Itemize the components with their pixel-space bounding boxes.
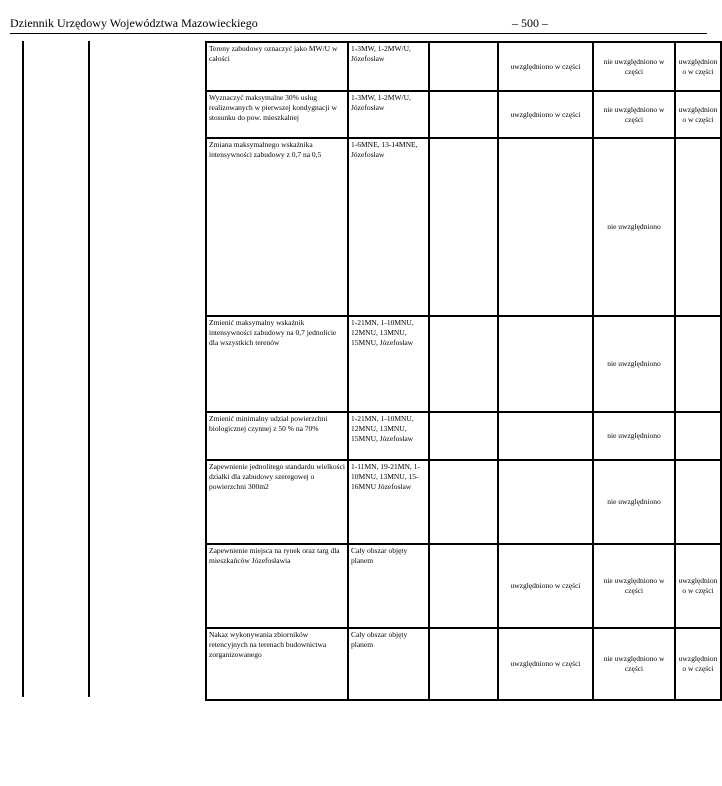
cell-resolution: nie uwzględniono xyxy=(593,316,675,412)
cell-location: 1-21MN, 1-10MNU, 12MNU, 13MNU, 15MNU, Józefosław xyxy=(348,316,429,412)
cell-resolution xyxy=(675,316,721,412)
header-divider xyxy=(10,33,707,34)
cell-resolution: uwzględniono w części xyxy=(675,628,721,700)
cell-resolution xyxy=(675,460,721,544)
cell-location: Cały obszar objęty planem xyxy=(348,544,429,628)
cell-description: Tereny zabudowy oznaczyć jako MW/U w całości xyxy=(206,42,348,91)
cell-resolution: uwzględniono w części xyxy=(675,544,721,628)
cell-location: 1-3MW, 1-2MW/U, Józefosław xyxy=(348,42,429,91)
cell-description: Zmienić minimalny udział powierzchni biologicznej czynnej z 50 % na 70% xyxy=(206,412,348,460)
cell-empty xyxy=(429,42,498,91)
table-row xyxy=(206,91,721,138)
cell-description: Nakaz wykonywania zbiorników retencyjnych na terenach budownictwa zorganizowanego xyxy=(206,628,348,700)
cell-description: Wyznaczyć maksymalne 30% usług realizowanych w pierwszej kondygnacji w stosunku do pow. mieszkalnej xyxy=(206,91,348,138)
cell-resolution: nie uwzględniono xyxy=(593,412,675,460)
cell-description: Zmienić maksymalny wskaźnik intensywności zabudowy na 0,7 jednolicie dla wszystkich terenów xyxy=(206,316,348,412)
table-row xyxy=(206,628,721,700)
cell-location: Cały obszar objęty planem xyxy=(348,628,429,700)
cell-empty xyxy=(429,544,498,628)
table-row xyxy=(206,412,721,460)
cell-location: 1-3MW, 1-2MW/U, Józefosław xyxy=(348,91,429,138)
cell-description: Zapewnienie miejsca na rynek oraz targ dla mieszkańców Józefosławia xyxy=(206,544,348,628)
cell-resolution xyxy=(498,460,593,544)
cell-resolution xyxy=(498,412,593,460)
cell-resolution: uwzględniono w części xyxy=(498,544,593,628)
cell-empty xyxy=(429,138,498,316)
cell-description: Zapewnienie jednolitego standardu wielkości działki dla zabudowy szeregowej o powierzchni 300m2 xyxy=(206,460,348,544)
cell-location: 1-6MNE, 13-14MNE, Józefosław xyxy=(348,138,429,316)
cell-empty xyxy=(429,412,498,460)
column-border-left-1 xyxy=(22,41,24,697)
cell-empty xyxy=(429,628,498,700)
table-row xyxy=(206,544,721,628)
cell-resolution: nie uwzględniono w części xyxy=(593,544,675,628)
cell-resolution: nie uwzględniono w części xyxy=(593,42,675,91)
cell-resolution: uwzględniono w części xyxy=(498,42,593,91)
cell-resolution: nie uwzględniono w części xyxy=(593,91,675,138)
cell-resolution: uwzględniono w części xyxy=(675,42,721,91)
column-border-left-2 xyxy=(88,41,90,697)
cell-resolution: nie uwzględniono xyxy=(593,138,675,316)
page-header xyxy=(10,14,707,32)
cell-resolution: uwzględniono w części xyxy=(498,628,593,700)
cell-empty xyxy=(429,91,498,138)
cell-resolution: uwzględniono w części xyxy=(675,91,721,138)
table-row xyxy=(206,138,721,316)
cell-resolution xyxy=(498,138,593,316)
cell-location: 1-11MN, 19-21MN, 1-10MNU, 13MNU, 15-16MNU Józefosław xyxy=(348,460,429,544)
cell-resolution: nie uwzględniono xyxy=(593,460,675,544)
cell-resolution xyxy=(498,316,593,412)
cell-empty xyxy=(429,316,498,412)
cell-resolution: nie uwzględniono w części xyxy=(593,628,675,700)
cell-location: 1-21MN, 1-10MNU, 12MNU, 13MNU, 15MNU, Józefosław xyxy=(348,412,429,460)
cell-resolution xyxy=(675,138,721,316)
table-row xyxy=(206,460,721,544)
table-row xyxy=(206,316,721,412)
cell-empty xyxy=(429,460,498,544)
cell-resolution xyxy=(675,412,721,460)
cell-description: Zmiana maksymalnego wskaźnika intensywności zabudowy z 0,7 na 0,5 xyxy=(206,138,348,316)
cell-resolution: uwzględniono w części xyxy=(498,91,593,138)
resolutions-table xyxy=(205,41,722,701)
table-row xyxy=(206,42,721,91)
page-number: – 500 – xyxy=(512,16,548,30)
journal-title: Dziennik Urzędowy Województwa Mazowieckiego xyxy=(10,16,258,30)
